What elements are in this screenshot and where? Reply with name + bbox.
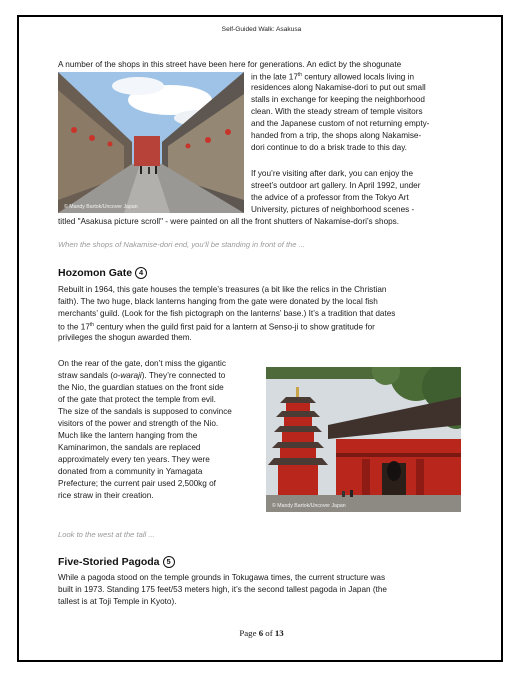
hozomon-line-5: privileges the shogun awarded them. bbox=[58, 333, 192, 342]
pagoda-line-3: tallest is at Toji Temple in Kyoto). bbox=[58, 597, 177, 606]
photo-credit: © Mandy Bartok/Uncover Japan bbox=[272, 503, 346, 509]
nakamise-street-photo bbox=[58, 72, 244, 213]
photo-credit: © Mandy Bartok/Uncover Japan bbox=[64, 204, 138, 210]
transition-to-hozomon: When the shops of Nakamise-dori end, you’ll be standing in front of the ... bbox=[58, 240, 305, 249]
hozomon-line-3: merchants’ guild. (Look for the fish pictograph on the lanterns’ base.) It’s a tradition that dates bbox=[58, 309, 396, 318]
sandals-line-7: Much like the lantern hanging from the bbox=[58, 431, 198, 440]
intro-line-10: street’s outdoor art gallery. In April 1992, under bbox=[251, 181, 421, 190]
intro-line-9: If you’re visiting after dark, you can enjoy the bbox=[251, 169, 414, 178]
intro-line-4: stalls in exchange for keeping the neighborhood bbox=[251, 95, 425, 104]
intro-line-2: in the late 17th century allowed locals living in bbox=[251, 72, 415, 82]
transition-to-pagoda: Look to the west at the tall ... bbox=[58, 530, 155, 539]
pagoda-line-1: While a pagoda stood on the temple grounds in Tokugawa times, the current structure was bbox=[58, 573, 386, 582]
sandals-line-3: the Nio, the guardian statues on the front side bbox=[58, 383, 224, 392]
intro-line-5: clean. With the steady stream of temple visitors bbox=[251, 107, 423, 116]
running-header: Self-Guided Walk: Asakusa bbox=[221, 26, 302, 33]
stop-number-badge: 5 bbox=[163, 556, 175, 568]
intro-line-8: dori continue to do a brisk trade to this day. bbox=[251, 143, 407, 152]
sandals-line-2: straw sandals (o-waraji). They’re connected to bbox=[58, 371, 226, 380]
page-number: Page 6 of 13 bbox=[239, 628, 284, 638]
sandals-line-6: visitors of the power and strength of the Nio. bbox=[58, 419, 219, 428]
total-pages: 13 bbox=[274, 628, 284, 638]
hozomon-line-2: faith). The two huge, black lanterns hanging from the gate were donated by the local fish bbox=[58, 297, 378, 306]
hozomon-title: Hozomon Gate bbox=[58, 267, 133, 279]
pagoda-heading bbox=[58, 556, 175, 568]
hozomon-heading bbox=[58, 267, 147, 279]
pagoda-title: Five-Storied Pagoda bbox=[58, 556, 160, 568]
intro-line-3: residences along Nakamise-dori to put out small bbox=[251, 83, 426, 92]
intro-line-11: the advice of a professor from the Tokyo Art bbox=[251, 193, 409, 202]
intro-line-7: handed from a trip, the shops along Nakamise- bbox=[251, 131, 422, 140]
intro-line-13: titled "Asakusa picture scroll" - were painted on all the front shutters of Nakamise-dori’s shops. bbox=[58, 217, 400, 226]
sandals-line-11: Prefecture; the current pair used 2,500kg of bbox=[58, 479, 216, 488]
sandals-line-1: On the rear of the gate, don’t miss the gigantic bbox=[58, 359, 226, 368]
sandals-line-5: The size of the sandals is supposed to convince bbox=[58, 407, 232, 416]
hozomon-line-4: to the 17th century when the guild first paid for a lantern at Senso-ji to show gratitude for bbox=[58, 322, 375, 332]
sandals-line-10: donated from a community in Yamagata bbox=[58, 467, 203, 476]
intro-line-6: and the Japanese custom of not returning empty- bbox=[251, 119, 430, 128]
current-page: 6 bbox=[258, 628, 264, 638]
hozomon-line-1: Rebuilt in 1964, this gate houses the temple’s treasures (a bit like the relics in the Christian bbox=[58, 285, 387, 294]
hozomon-pagoda-photo bbox=[266, 367, 461, 512]
intro-line-12: University, pictures of neighborhood scenes - bbox=[251, 205, 415, 214]
pagoda-line-2: built in 1973. Standing 175 feet/53 meters high, it’s the second tallest pagoda in Japan (the bbox=[58, 585, 387, 594]
intro-line-1: A number of the shops in this street have been here for generations. An edict by the shogunate bbox=[58, 60, 402, 69]
sandals-line-9: approximately every ten years. They were bbox=[58, 455, 210, 464]
sandals-line-4: of the gate that protect the temple from evil. bbox=[58, 395, 216, 404]
sandals-line-12: rice straw in their creation. bbox=[58, 491, 154, 500]
sandals-line-8: Kaminarimon, the sandals are replaced bbox=[58, 443, 201, 452]
stop-number-badge: 4 bbox=[135, 267, 147, 279]
